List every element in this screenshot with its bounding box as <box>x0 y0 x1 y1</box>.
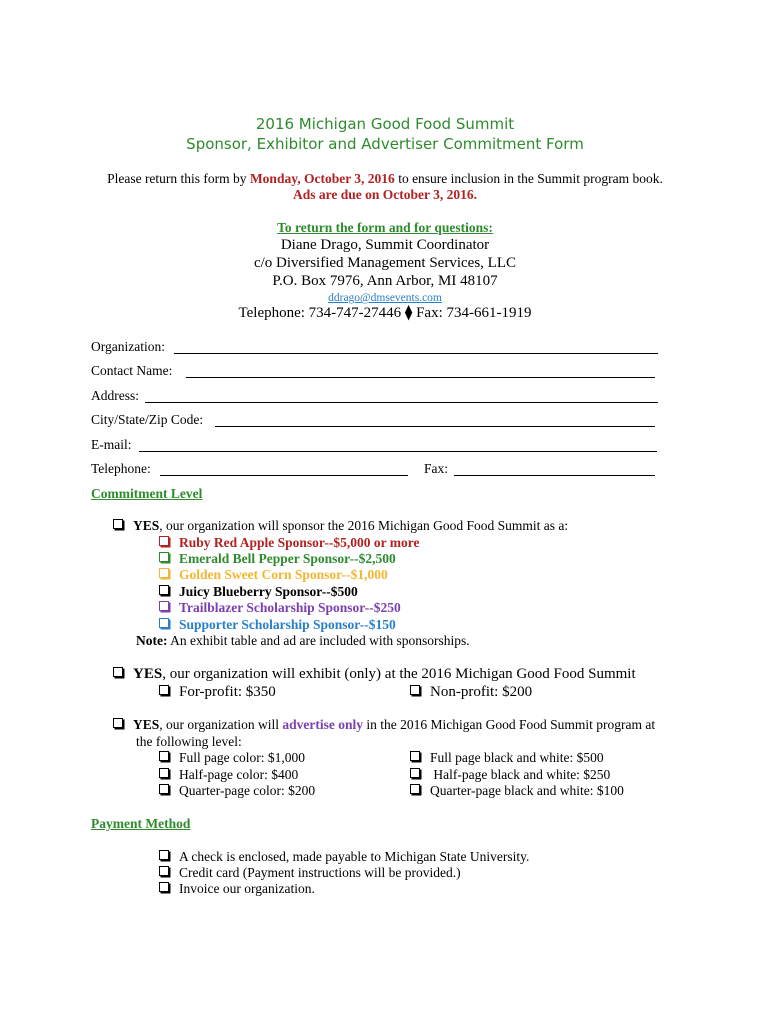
for-profit-label: For-profit: $350 <box>179 684 276 700</box>
ads-due-note: Ads are due on October 3, 2016. <box>292 187 477 202</box>
quarter-bw-checkbox[interactable] <box>410 784 420 794</box>
golden-label: Golden Sweet Corn Sponsor--$1,000 <box>179 567 388 582</box>
full-bw-checkbox[interactable] <box>410 751 420 761</box>
invoice-label: Invoice our organization. <box>179 881 315 896</box>
supporter-checkbox[interactable] <box>159 618 169 628</box>
payment-credit <box>159 865 461 881</box>
level-supporter <box>159 617 396 633</box>
level-golden <box>159 567 388 583</box>
contact-heading: To return the form and for questions: <box>277 220 493 235</box>
telephone-field[interactable] <box>160 475 408 476</box>
trailblazer-label: Trailblazer Scholarship Sponsor--$250 <box>179 600 401 615</box>
ad-half-color <box>159 767 298 783</box>
non-profit-label: Non-profit: $200 <box>430 684 533 700</box>
contact-name-field[interactable] <box>186 377 655 378</box>
sponsor-text: , our organization will sponsor the 2016 Michigan Good Food Summit as a: <box>159 518 569 533</box>
ad-half-bw <box>410 767 610 783</box>
sponsor-yes: YES <box>133 518 160 533</box>
non-profit-option <box>410 683 532 701</box>
quarter-color-checkbox[interactable] <box>159 784 169 794</box>
ruby-label: Ruby Red Apple Sponsor--$5,000 or more <box>179 535 420 550</box>
exhibit-yes: YES <box>133 666 163 682</box>
level-emerald <box>159 551 396 567</box>
supporter-label: Supporter Scholarship Sponsor--$150 <box>179 617 396 632</box>
advertise-only: advertise only <box>282 717 363 732</box>
exhibit-text: , our organization will exhibit (only) at the 2016 Michigan Good Food Summit <box>162 666 636 682</box>
non-profit-checkbox[interactable] <box>410 685 420 695</box>
ad-full-color <box>159 750 305 766</box>
ruby-checkbox[interactable] <box>159 536 169 546</box>
emerald-label: Emerald Bell Pepper Sponsor--$2,500 <box>179 551 396 566</box>
advertise-option <box>113 717 655 733</box>
contact-phone-fax: Telephone: 734-747-27446 ⧫ Fax: 734-661-1919 <box>238 305 532 321</box>
ad-full-bw <box>410 750 604 766</box>
organization-label: Organization: <box>91 339 165 354</box>
organization-field[interactable] <box>174 353 658 354</box>
full-color-label: Full page color: $1,000 <box>179 750 305 765</box>
city-state-zip-field[interactable] <box>215 426 655 427</box>
full-color-checkbox[interactable] <box>159 751 169 761</box>
quarter-bw-label: Quarter-page black and white: $100 <box>430 783 624 798</box>
contact-address: P.O. Box 7976, Ann Arbor, MI 48107 <box>272 273 498 289</box>
sponsor-checkbox[interactable] <box>113 519 123 529</box>
city-state-zip-label: City/State/Zip Code: <box>91 412 204 427</box>
contact-email-link[interactable]: ddrago@dmsevents.com <box>328 292 442 304</box>
check-checkbox[interactable] <box>159 850 169 860</box>
credit-label: Credit card (Payment instructions will be provided.) <box>179 865 461 880</box>
instructions-pre: Please return this form by <box>107 171 250 186</box>
note-text: An exhibit table and ad are included with sponsorships. <box>167 633 470 648</box>
email-label: E-mail: <box>91 437 132 452</box>
sponsorship-note <box>136 633 470 649</box>
for-profit-option <box>159 683 276 701</box>
level-ruby <box>159 535 420 551</box>
address-field[interactable] <box>145 402 658 403</box>
exhibit-option <box>113 665 636 683</box>
form-title: 2016 Michigan Good Food Summit <box>255 115 515 133</box>
half-bw-label: Half-page black and white: $250 <box>430 767 611 782</box>
trailblazer-checkbox[interactable] <box>159 601 169 611</box>
credit-checkbox[interactable] <box>159 866 169 876</box>
advertise-yes: YES <box>133 717 160 732</box>
telephone-label: Telephone: <box>91 461 151 476</box>
address-label: Address: <box>91 388 139 403</box>
golden-checkbox[interactable] <box>159 568 169 578</box>
emerald-checkbox[interactable] <box>159 552 169 562</box>
payment-heading: Payment Method <box>91 816 191 831</box>
email-field[interactable] <box>139 451 657 452</box>
full-bw-label: Full page black and white: $500 <box>430 750 604 765</box>
quarter-color-label: Quarter-page color: $200 <box>179 783 316 798</box>
juicy-label: Juicy Blueberry Sponsor--$500 <box>179 584 358 599</box>
form-subtitle: Sponsor, Exhibitor and Advertiser Commitment Form <box>186 135 584 153</box>
level-trailblazer <box>159 600 401 616</box>
exhibit-checkbox[interactable] <box>113 667 123 677</box>
sponsor-option <box>113 518 568 534</box>
level-juicy <box>159 584 358 600</box>
instructions-post: to ensure inclusion in the Summit program book. <box>394 171 663 186</box>
commitment-heading: Commitment Level <box>91 486 203 501</box>
payment-invoice <box>159 881 315 897</box>
contact-name-label: Contact Name: <box>91 363 173 378</box>
check-label: A check is enclosed, made payable to Michigan State University. <box>179 849 530 864</box>
contact-name: Diane Drago, Summit Coordinator <box>280 237 490 253</box>
advertise-post: in the 2016 Michigan Good Food Summit program at <box>363 717 656 732</box>
for-profit-checkbox[interactable] <box>159 685 169 695</box>
ad-quarter-color <box>159 783 315 799</box>
payment-check <box>159 849 529 865</box>
ad-quarter-bw <box>410 783 624 799</box>
juicy-checkbox[interactable] <box>159 585 169 595</box>
advertise-pre: , our organization will <box>159 717 283 732</box>
half-bw-checkbox[interactable] <box>410 768 420 778</box>
note-label: Note: <box>136 633 168 648</box>
invoice-checkbox[interactable] <box>159 882 169 892</box>
contact-company: c/o Diversified Management Services, LLC <box>253 255 516 271</box>
advertise-checkbox[interactable] <box>113 718 123 728</box>
half-color-label: Half-page color: $400 <box>179 767 299 782</box>
return-instructions <box>0 171 770 187</box>
return-date: Monday, October 3, 2016 <box>249 171 395 186</box>
advertise-line2: the following level: <box>136 734 242 749</box>
fax-label: Fax: <box>424 461 449 476</box>
fax-field[interactable] <box>454 475 655 476</box>
half-color-checkbox[interactable] <box>159 768 169 778</box>
